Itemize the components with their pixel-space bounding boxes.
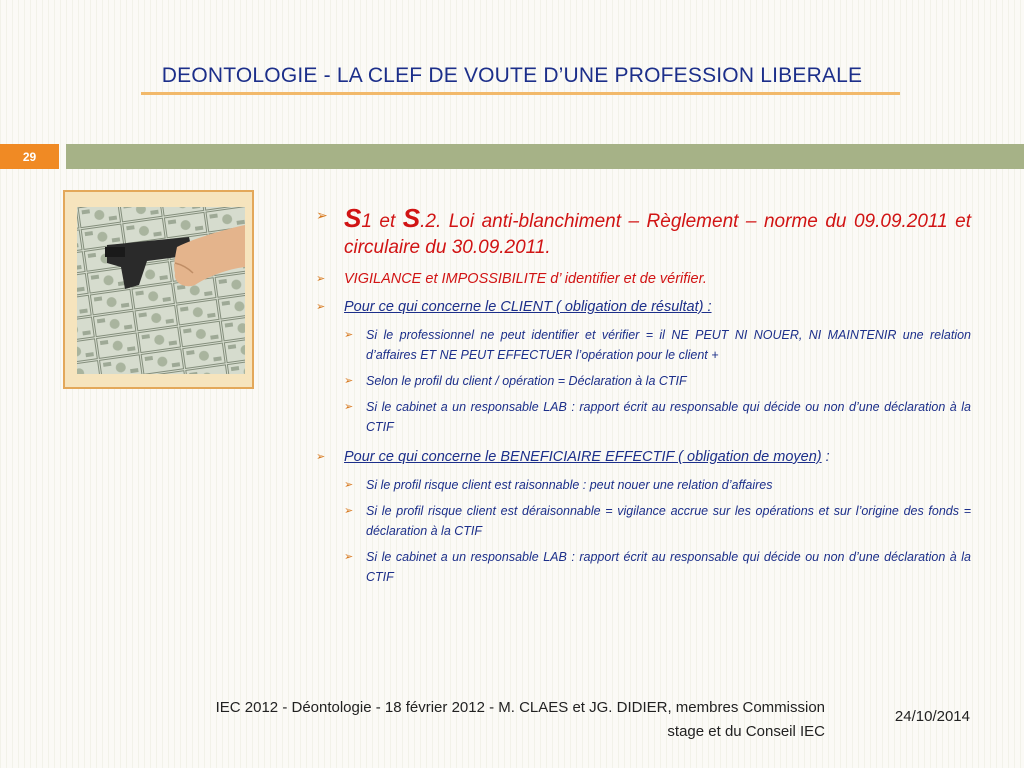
beneficiaire-heading-suffix: : [821, 449, 830, 465]
gun-on-dollar-bills-photo [77, 207, 245, 374]
list-item [316, 447, 971, 467]
client-heading: Pour ce qui concerne le CLIENT ( obligation de résultat) : [344, 299, 712, 315]
slide-number: 29 [0, 144, 59, 169]
arrow-bullet-icon: ➢ [344, 505, 354, 517]
footer-line-1: IEC 2012 - Déontologie - 18 février 2012 - M. CLAES et JG. DIDIER, membres Commission [215, 699, 825, 716]
arrow-bullet-icon: ➢ [316, 207, 328, 223]
list-item [316, 269, 971, 289]
list-item [316, 205, 971, 261]
beneficiaire-heading-text: Pour ce qui concerne le BENEFICIAIRE EFFECTIF ( obligation de moyen) [344, 449, 822, 465]
list-item [344, 325, 971, 365]
footer-date: 24/10/2014 [894, 708, 970, 725]
beneficiaire-item: Si le profil risque client est déraisonnable = vigilance accrue sur les opérations et sur l’origine des fonds = déclaration à la CTIF [366, 504, 971, 538]
client-item: Si le professionnel ne peut identifier et vérifier = il NE PEUT NI NOUER, NI MAINTENIR une relation d’affaires ET NE PEUT EFFECTUER l’opération pour le client + [366, 328, 971, 362]
list-item [344, 371, 971, 391]
slide-title: DEONTOLOGIE - LA CLEF DE VOUTE D’UNE PROFESSION LIBERALE [161, 64, 863, 87]
list-item [344, 501, 971, 541]
list-item [344, 475, 971, 495]
beneficiaire-heading [344, 447, 830, 467]
legal-basis-text [344, 205, 971, 261]
arrow-bullet-icon: ➢ [316, 301, 326, 313]
s2-letter: S [402, 203, 421, 233]
s2-rest: .2. Loi anti-blanchiment – Règlement – norme du 09.09.2011 et circulaire du 30.09.2011. [344, 211, 971, 258]
list-item [344, 547, 971, 587]
client-item: Selon le profil du client / opération = Déclaration à la CTIF [366, 374, 687, 388]
footer-text [100, 696, 825, 744]
title-underline [141, 92, 900, 95]
header-bar [66, 144, 1024, 169]
arrow-bullet-icon: ➢ [316, 451, 326, 463]
arrow-bullet-icon: ➢ [316, 273, 326, 285]
client-item: Si le cabinet a un responsable LAB : rapport écrit au responsable qui décide ou non d’une déclaration à la CTIF [366, 400, 971, 434]
arrow-bullet-icon: ➢ [344, 375, 354, 387]
s1-rest: 1 et [361, 211, 403, 232]
arrow-bullet-icon: ➢ [344, 329, 354, 341]
footer-line-2: stage et du Conseil IEC [667, 723, 825, 740]
list-item [316, 297, 971, 317]
list-item [344, 397, 971, 437]
slide-content [316, 205, 971, 593]
beneficiaire-item: Si le profil risque client est raisonnable : peut nouer une relation d’affaires [366, 478, 773, 492]
photo-frame [63, 190, 254, 389]
vigilance-text: VIGILANCE et IMPOSSIBILITE d’ identifier et de vérifier. [344, 271, 707, 287]
arrow-bullet-icon: ➢ [344, 401, 354, 413]
arrow-bullet-icon: ➢ [344, 551, 354, 563]
s1-letter: S [344, 203, 362, 233]
beneficiaire-item: Si le cabinet a un responsable LAB : rapport écrit au responsable qui décide ou non d’une déclaration à la CTIF [366, 550, 971, 584]
arrow-bullet-icon: ➢ [344, 479, 354, 491]
